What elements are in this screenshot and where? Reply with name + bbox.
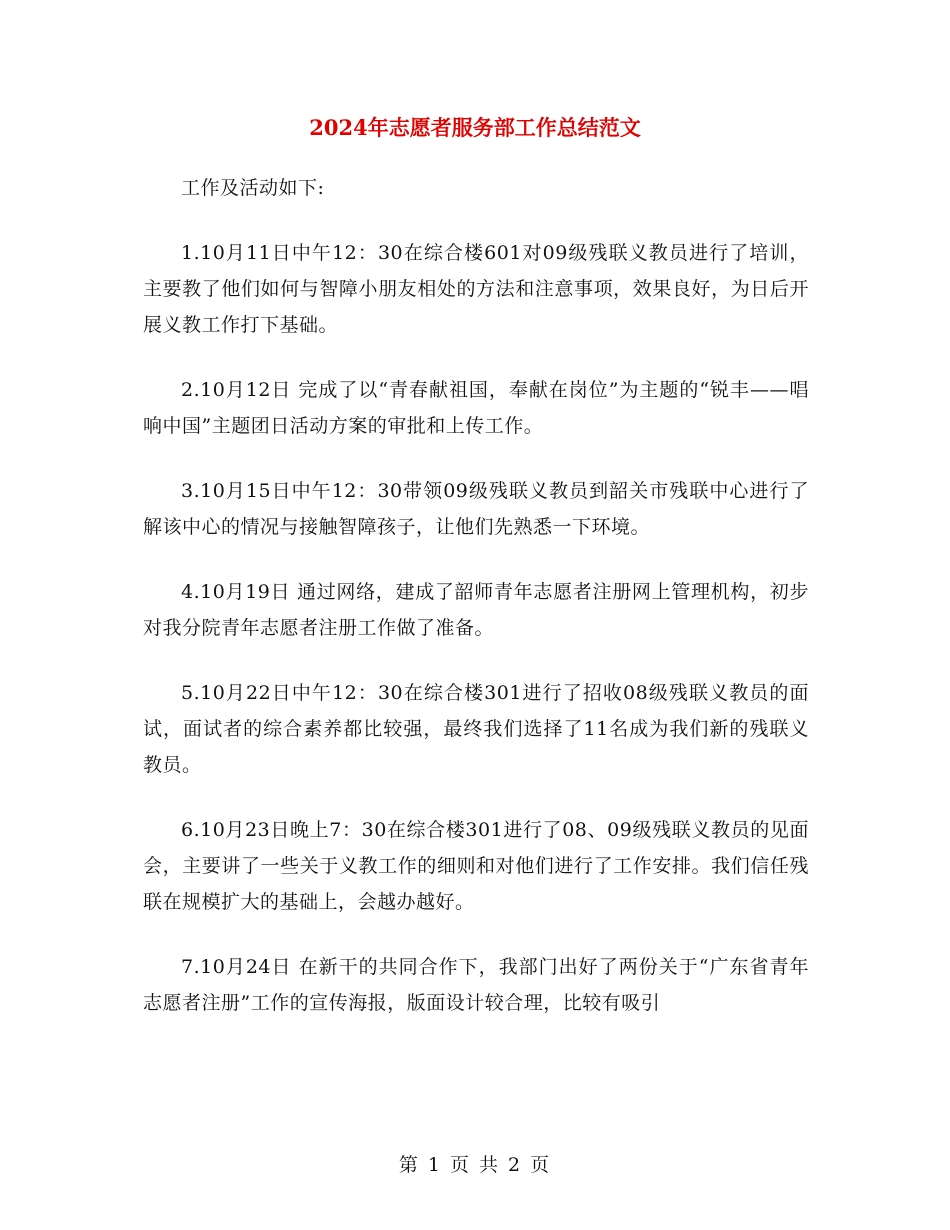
paragraph-item-7: 7.10月24日 在新干的共同合作下，我部门出好了两份关于“广东省青年志愿者注册”工作的宣传海报，版面设计较合理，比较有吸引 <box>143 956 809 1014</box>
paragraph-item-2: 2.10月12日 完成了以“青春献祖国，奉献在岗位”为主题的“锐丰——唱响中国”主题团日活动方案的审批和上传工作。 <box>143 379 809 437</box>
paragraph-item-5: 5.10月22日中午12：30在综合楼301进行了招收08级残联义教员的面试，面试者的综合素养都比较强，最终我们选择了11名成为我们新的残联义教员。 <box>143 682 809 776</box>
paragraph-intro: 工作及活动如下: <box>181 177 325 199</box>
paragraph-item-4: 4.10月19日 通过网络，建成了韶师青年志愿者注册网上管理机构，初步对我分院青年志愿者注册工作做了准备。 <box>143 581 809 639</box>
document-title: 2024年志愿者服务部工作总结范文 <box>309 115 641 140</box>
paragraph-item-6: 6.10月23日晚上7：30在综合楼301进行了08、09级残联义教员的见面会，主要讲了一些关于义教工作的细则和对他们进行了工作安排。我们信任残联在规模扩大的基础上，会越办越好。 <box>143 819 809 913</box>
paragraph-item-1: 1.10月11日中午12：30在综合楼601对09级残联义教员进行了培训，主要教了他们如何与智障小朋友相处的方法和注意事项，效果良好，为日后开展义教工作打下基础。 <box>143 242 809 336</box>
paragraph-item-3: 3.10月15日中午12：30带领09级残联义教员到韶关市残联中心进行了解该中心的情况与接触智障孩子，让他们先熟悉一下环境。 <box>143 480 809 538</box>
document-body <box>143 170 809 1050</box>
page-number-footer: 第 1 页 共 2 页 <box>398 1154 552 1176</box>
